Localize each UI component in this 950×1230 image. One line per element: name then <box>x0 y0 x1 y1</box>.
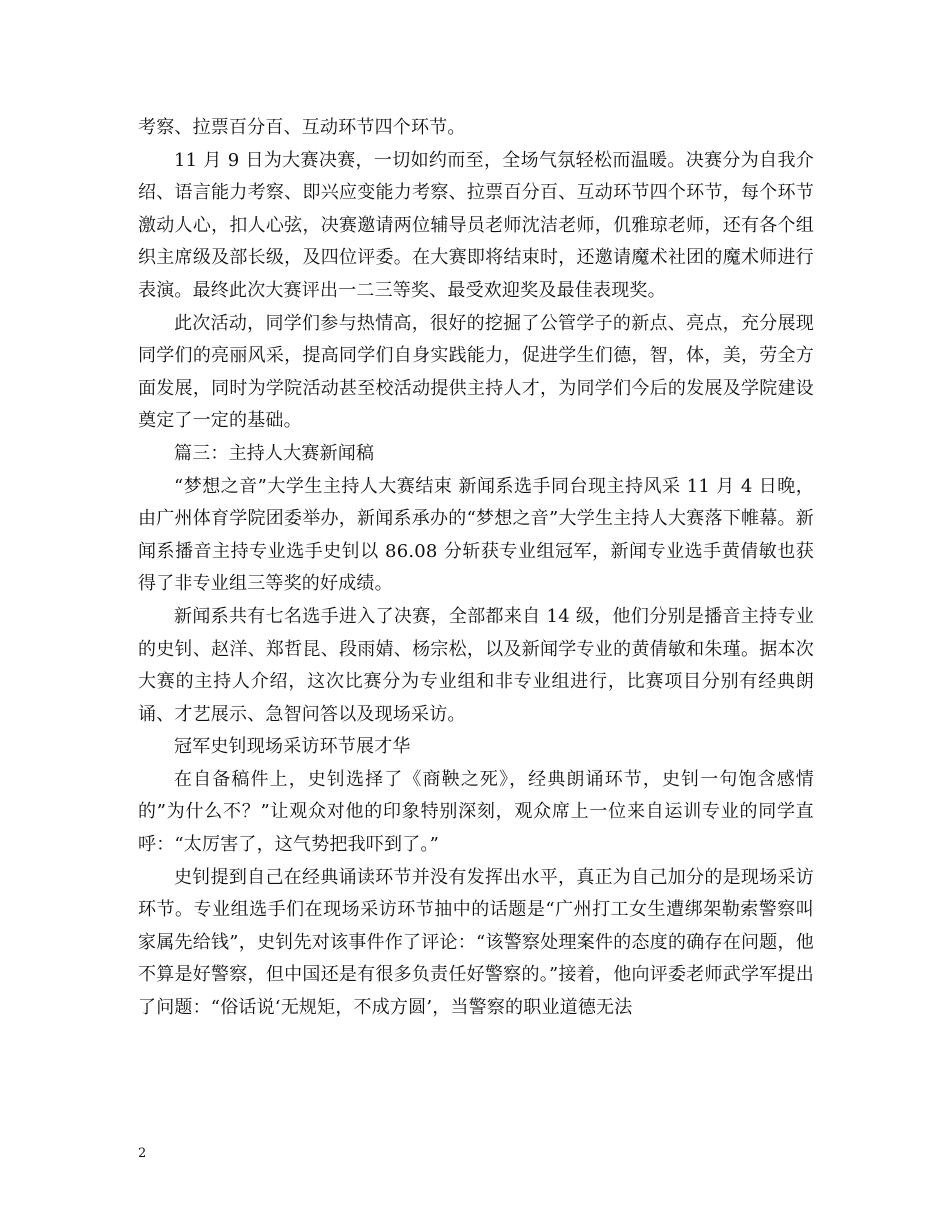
paragraph-3: 此次活动，同学们参与热情高，很好的挖掘了公管学子的新点、亮点，充分展现同学们的亮丽风采，提高同学们自身实践能力，促进学生们德，智，体，美，劳全方面发展，同时为学院活动甚至校活动提供主持人才，为同学们今后的发展及学院建设奠定了一定的基础。 <box>138 312 814 432</box>
section-heading: 篇三：主持人大赛新闻稿 <box>174 442 375 464</box>
paragraph-6: 在自备稿件上，史钊选择了《商鞅之死》，经典朗诵环节，史钊一句饱含感情的”为什么不？”让观众对他的印象特别深刻，观众席上一位来自运训专业的同学直呼：“太厉害了，这气势把我吓到了。” <box>138 768 814 856</box>
document-body <box>138 112 814 1025</box>
subsection-heading: 冠军史钊现场采访环节展才华 <box>174 736 411 758</box>
paragraph-4: “梦想之音”大学生主持人大赛结束 新闻系选手同台现主持风采 11 月 4 日晚，由广州体育学院团委举办，新闻系承办的“梦想之音”大学生主持人大赛落下帷幕。新闻系播音主持专业选手史钊以 86.08 分斩获专业组冠军，新闻专业选手黄倩敏也获得了非专业组三等奖的好成绩。 <box>138 475 814 595</box>
page-number: 2 <box>138 1146 147 1161</box>
paragraph-7: 史钊提到自己在经典诵读环节并没有发挥出水平，真正为自己加分的是现场采访环节。专业组选手们在现场采访环节抽中的话题是“广州打工女生遭绑架勒索警察叫家属先给钱”，史钊先对该事件作了评论：“该警察处理案件的态度的确存在问题，他不算是好警察，但中国还是有很多负责任好警察的。”接着，他向评委老师武学军提出了问题：“俗话说‘无规矩，不成方圆’，当警察的职业道德无法 <box>138 866 814 1019</box>
paragraph-5: 新闻系共有七名选手进入了决赛，全部都来自 14 级，他们分别是播音主持专业的史钊、赵洋、郑哲昆、段雨婧、杨宗松，以及新闻学专业的黄倩敏和朱瑾。据本次大赛的主持人介绍，这次比赛分为专业组和非专业组进行，比赛项目分别有经典朗诵、才艺展示、急智问答以及现场采访。 <box>138 605 814 725</box>
paragraph-2: 11 月 9 日为大赛决赛，一切如约而至，全场气氛轻松而温暖。决赛分为自我介绍、语言能力考察、即兴应变能力考察、拉票百分百、互动环节四个环节，每个环节激动人心，扣人心弦，决赛邀请两位辅导员老师沈洁老师，仉雅琼老师，还有各个组织主席级及部长级，及四位评委。在大赛即将结束时，还邀请魔术社团的魔术师进行表演。最终此次大赛评出一二三等奖、最受欢迎奖及最佳表现奖。 <box>138 149 814 301</box>
paragraph-1: 考察、拉票百分百、互动环节四个环节。 <box>138 117 466 138</box>
